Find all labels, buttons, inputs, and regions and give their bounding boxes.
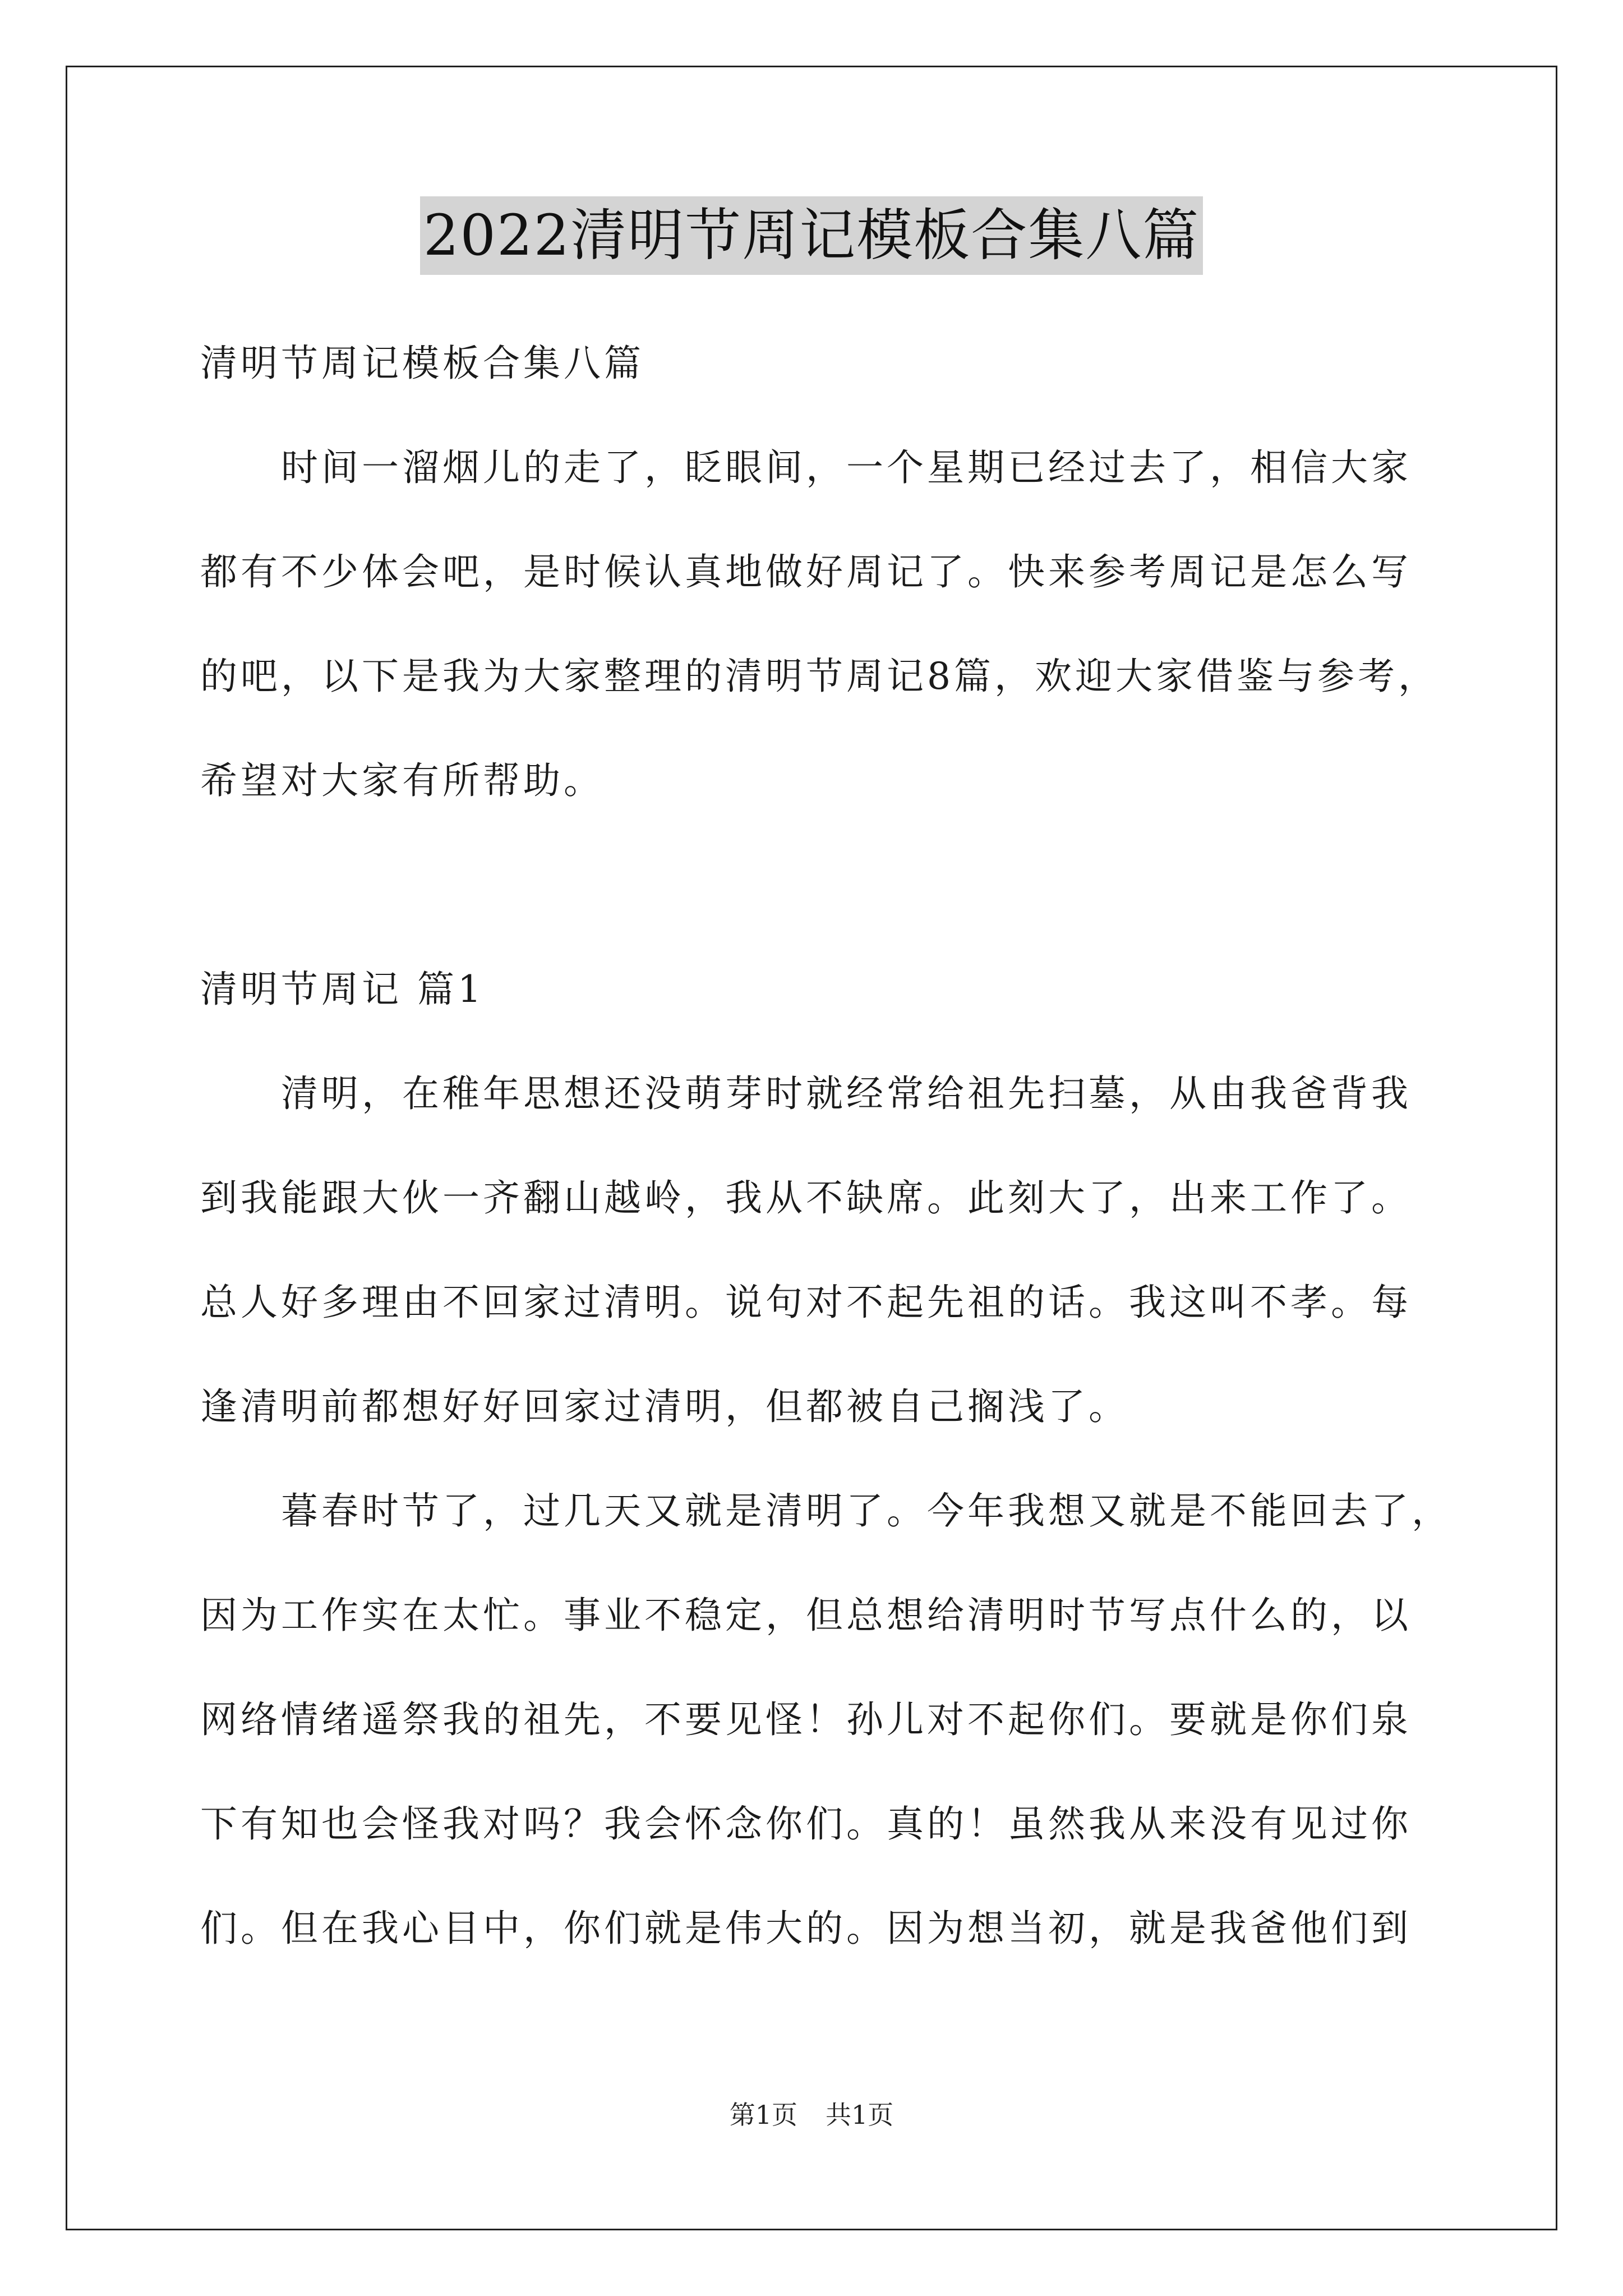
- page-number-current: 第1页: [729, 2100, 797, 2130]
- paragraph-line: 下有知也会怪我对吗？我会怀念你们。真的！虽然我从来没有见过你: [200, 1802, 1412, 1846]
- paragraph-line: 逢清明前都想好好回家过清明，但都被自己搁浅了。: [200, 1385, 1129, 1428]
- document-subtitle: 清明节周记模板合集八篇: [200, 342, 644, 385]
- page-footer: [0, 2098, 1623, 2132]
- intro-line: 时间一溜烟儿的走了，眨眼间，一个星期已经过去了，相信大家: [281, 446, 1412, 489]
- document-body: [200, 311, 1452, 1981]
- paragraph-line: 清明，在稚年思想还没萌芽时就经常给祖先扫墓，从由我爸背我: [281, 1072, 1412, 1115]
- intro-line: 的吧，以下是我为大家整理的清明节周记8篇，欢迎大家借鉴与参考，: [200, 655, 1438, 698]
- title-container: [0, 196, 1623, 275]
- paragraph-line: 网络情绪遥祭我的祖先，不要见怪！孙儿对不起你们。要就是你们泉: [200, 1698, 1412, 1741]
- paragraph-gap: [200, 833, 1428, 937]
- intro-line: 都有不少体会吧，是时候认真地做好周记了。快来参考周记是怎么写: [200, 550, 1412, 593]
- paragraph-line: 到我能跟大伙一齐翻山越岭，我从不缺席。此刻大了，出来工作了。: [200, 1176, 1412, 1220]
- paragraph-line: 因为工作实在太忙。事业不稳定，但总想给清明时节写点什么的，以: [200, 1594, 1412, 1637]
- paragraph-line: 们。但在我心目中，你们就是伟大的。因为想当初，就是我爸他们到: [200, 1907, 1412, 1950]
- paragraph-line: 暮春时节了，过几天又就是清明了。今年我想又就是不能回去了，: [281, 1489, 1452, 1533]
- intro-line: 希望对大家有所帮助。: [200, 759, 604, 802]
- document-title: 2022清明节周记模板合集八篇: [420, 196, 1204, 275]
- section-heading: 清明节周记 篇1: [200, 968, 485, 1011]
- paragraph-line: 总人好多理由不回家过清明。说句对不起先祖的话。我这叫不孝。每: [200, 1281, 1412, 1324]
- page-number-total: 共1页: [826, 2100, 894, 2130]
